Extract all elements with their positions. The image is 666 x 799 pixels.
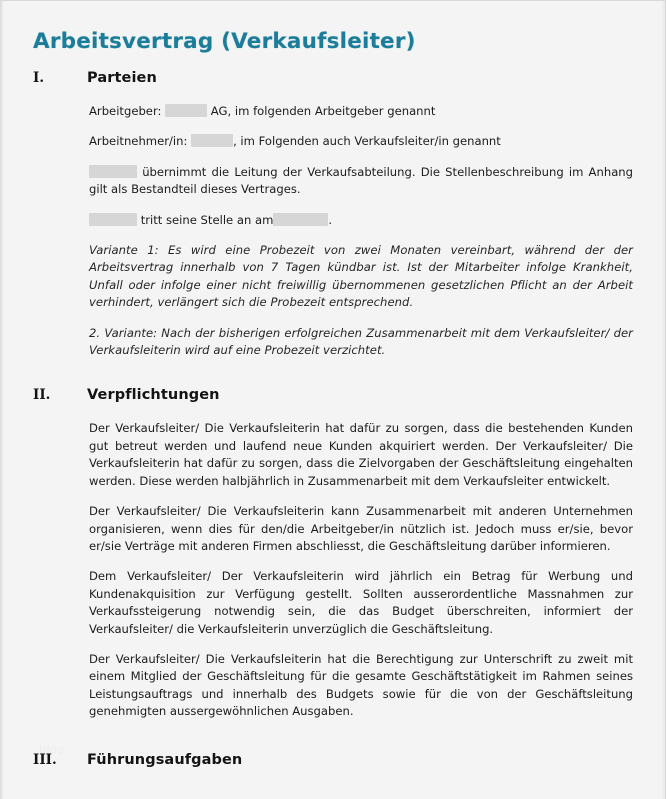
leitung-name-blank: [89, 165, 137, 178]
paragraph-employee: [89, 133, 633, 150]
paragraph-kundenbetreuung: Der Verkaufsleiter/ Die Verkaufsleiterin hat dafür zu sorgen, dass die bestehenden Kunden gut betreut werden und laufend neue Kunden akquiriert werden. Der Verkaufsleiter/ Die Verkaufsleiterin hat dafür zu sorgen, dass die Zielvorgaben der Geschäftsleitung eingehalten werden. Diese werden halbjährlich in Zusammenarbeit mit dem Verkaufsleiter entwickelt.: [89, 421, 633, 488]
paragraph-werbebudget: Dem Verkaufsleiter/ Der Verkaufsleiterin wird jährlich ein Betrag für Werbung und Kundenakquisition zur Verfügung gestellt. Sollten ausserordentliche Massnahmen zur Verkaufssteigerung notwendig sein, die das Budget überschreiten, informiert der Verkaufsleiter/ die Verkaufsleiterin unverzüglich die Geschäftsleitung.: [89, 569, 633, 636]
employer-label: Arbeitgeber:: [89, 104, 162, 118]
section-title-fuehrungsaufgaben: Führungsaufgaben: [87, 751, 243, 768]
section-heading-parteien: [31, 70, 637, 86]
employer-name-blank: [165, 104, 207, 117]
section-body-parteien: [31, 103, 637, 359]
paragraph-antritt: [89, 212, 633, 229]
document-content: [1, 1, 665, 768]
section-number-ii: II.: [33, 387, 51, 404]
spacer: [31, 86, 637, 103]
paragraph-leitung: [89, 164, 633, 199]
paragraph-unterschriftsberechtigung: Der Verkaufsleiter/ Die Verkaufsleiterin hat die Berechtigung zur Unterschrift zu zweit mit einem Mitglied der Geschäftsleitung für die gesamte Geschäftstätigkeit im Rahmen seines Leistungsauftrags und innerhalb des Budgets sowie für die von der Geschäftsleitung genehmigten aussergewöhnlichen Ausgaben.: [89, 651, 633, 719]
employee-name-blank: [191, 134, 233, 147]
spacer: [31, 738, 637, 752]
paragraph-zusammenarbeit: Der Verkaufsleiter/ Die Verkaufsleiterin kann Zusammenarbeit mit anderen Unternehmen organisieren, wenn dies für den/die Arbeitgeber/in nützlich ist. Jedoch muss er/sie, bevor er/sie Verträge mit anderen Firmen abschliesst, die Geschäftsleitung darüber informieren.: [89, 504, 633, 553]
employee-suffix: , im Folgenden auch Verkaufsleiter/in genannt: [233, 134, 501, 149]
section-heading-verpflichtungen: [31, 387, 637, 403]
paragraph-employer: [89, 103, 633, 120]
spacer: [31, 359, 637, 376]
paragraph-variante-1: Variante 1: Es wird eine Probezeit von zwei Monaten vereinbart, während der der Arbeitsvertrag innerhalb von 7 Tagen kündbar ist. Ist der Mitarbeiter infolge Krankheit, Unfall oder infolge einer nicht freiwillig übernommenen gesetzlichen Pflicht an der Arbeit verhindert, verlängert sich die Probezeit entsprechend.: [89, 243, 633, 310]
spacer: [31, 721, 637, 738]
antritt-post: .: [328, 212, 333, 227]
employer-suffix: AG, im folgenden Arbeitgeber genannt: [210, 104, 436, 118]
section-number-iii: III.: [33, 751, 57, 768]
watermark-text: blog: [39, 743, 65, 756]
paragraph-variante-2: 2. Variante: Nach der bisherigen erfolgreichen Zusammenarbeit mit dem Verkaufsleiter/ der Verkaufsleiterin wird auf eine Probezeit verzichtet.: [89, 325, 633, 358]
leitung-text: übernimmt die Leitung der Verkaufsabteilung. Die Stellenbeschreibung im Anhang gilt als Bestandteil dieses Vertrages.: [89, 164, 634, 197]
page-title: Arbeitsvertrag (Verkaufsleiter): [33, 29, 416, 54]
spacer: [31, 54, 637, 70]
antritt-pre: tritt seine Stelle an am: [140, 212, 274, 227]
section-body-verpflichtungen: [31, 420, 637, 720]
employee-label: Arbeitnehmer/in:: [89, 134, 188, 149]
antritt-date-blank: [273, 213, 328, 226]
section-number-i: I.: [33, 70, 45, 86]
section-title-verpflichtungen: Verpflichtungen: [87, 387, 220, 404]
section-heading-fuehrungsaufgaben: [31, 752, 637, 768]
spacer: [31, 376, 637, 387]
spacer: [31, 403, 637, 420]
antritt-name-blank: [89, 213, 137, 226]
section-title-parteien: Parteien: [87, 70, 157, 86]
